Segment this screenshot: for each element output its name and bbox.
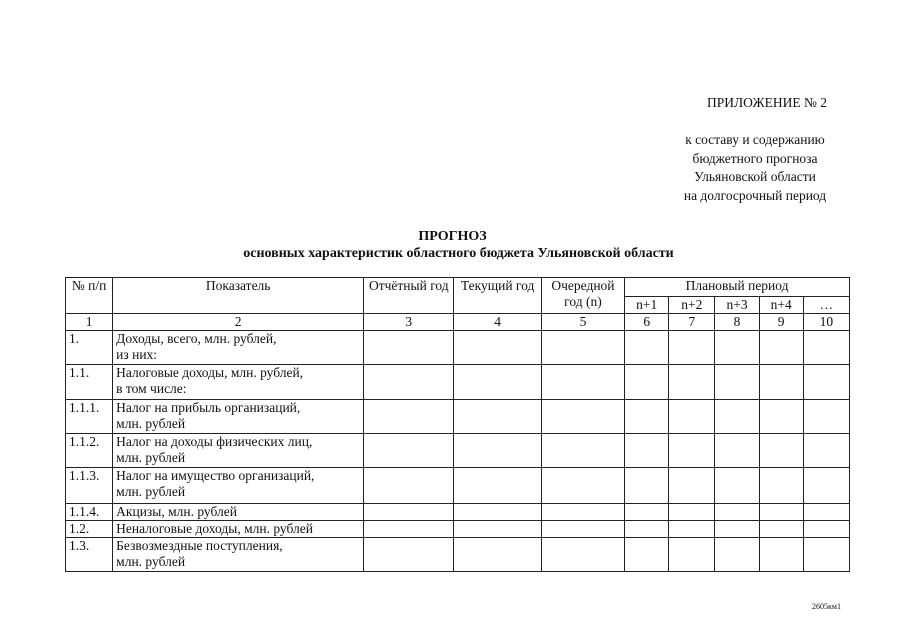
forecast-table [65, 277, 850, 572]
value-cell [364, 504, 454, 521]
table-row [66, 331, 850, 365]
document-subtitle: основных характеристик областного бюджета Ульяновской области [243, 246, 674, 261]
index-cell: 8 [715, 314, 759, 331]
value-cell [715, 504, 759, 521]
table-row [66, 521, 850, 538]
value-cell [364, 538, 454, 572]
row-label-line1: Безвозмездные поступления, [116, 538, 283, 553]
value-cell [759, 521, 803, 538]
value-cell [364, 434, 454, 468]
value-cell [625, 400, 669, 434]
header-num: № п/п [66, 278, 113, 314]
footer-code: 2605км1 [812, 602, 841, 611]
row-label-line2: млн. рублей [116, 416, 186, 431]
header-planned-period: Плановый период [625, 278, 850, 297]
row-num: 1. [66, 331, 113, 365]
value-cell [759, 434, 803, 468]
value-cell [715, 434, 759, 468]
row-label-line1: Неналоговые доходы, млн. рублей [116, 521, 313, 536]
value-cell [669, 468, 715, 504]
table-row [66, 468, 850, 504]
row-label-line1: Налог на доходы физических лиц, [116, 434, 313, 449]
appendix-line: Ульяновской области [694, 169, 816, 184]
value-cell [541, 504, 624, 521]
value-cell [541, 365, 624, 400]
value-cell [759, 538, 803, 572]
row-label-line2: из них: [116, 347, 158, 362]
value-cell [669, 400, 715, 434]
value-cell [715, 521, 759, 538]
value-cell [625, 365, 669, 400]
value-cell [541, 434, 624, 468]
value-cell [364, 365, 454, 400]
table-row [66, 504, 850, 521]
header-planned-n2: n+2 [669, 297, 715, 314]
value-cell [364, 331, 454, 365]
row-label [113, 400, 364, 434]
appendix-line: бюджетного прогноза [692, 150, 818, 166]
index-cell: 4 [454, 314, 541, 331]
row-label-line1: Налоговые доходы, млн. рублей, [116, 365, 304, 380]
value-cell [803, 434, 849, 468]
value-cell [454, 434, 541, 468]
value-cell [669, 538, 715, 572]
value-cell [669, 504, 715, 521]
row-num: 1.2. [66, 521, 113, 538]
row-label-line2: в том числе: [116, 381, 187, 396]
row-label-line1: Налог на прибыль организаций, [116, 400, 301, 415]
value-cell [759, 504, 803, 521]
header-planned-n3: n+3 [715, 297, 759, 314]
row-num: 1.1.4. [66, 504, 113, 521]
value-cell [803, 504, 849, 521]
header-next-year: Очередной год (n) [541, 278, 624, 314]
value-cell [715, 468, 759, 504]
index-row [66, 314, 850, 331]
index-cell: 9 [759, 314, 803, 331]
index-cell: 2 [113, 314, 364, 331]
value-cell [541, 400, 624, 434]
header-planned-n1: n+1 [625, 297, 669, 314]
row-num: 1.3. [66, 538, 113, 572]
table-row [66, 434, 850, 468]
value-cell [625, 468, 669, 504]
row-label [113, 331, 364, 365]
value-cell [541, 468, 624, 504]
row-label-line1: Акцизы, млн. рублей [116, 504, 237, 519]
row-label [113, 538, 364, 572]
value-cell [803, 538, 849, 572]
value-cell [454, 331, 541, 365]
row-label-line2: млн. рублей [116, 484, 186, 499]
value-cell [715, 331, 759, 365]
value-cell [454, 365, 541, 400]
row-label [113, 468, 364, 504]
header-current-year: Текущий год [454, 278, 541, 314]
value-cell [454, 521, 541, 538]
header-planned-n4: n+4 [759, 297, 803, 314]
value-cell [669, 521, 715, 538]
value-cell [669, 331, 715, 365]
value-cell [759, 468, 803, 504]
table-row [66, 365, 850, 400]
index-cell: 3 [364, 314, 454, 331]
row-label-line1: Доходы, всего, млн. рублей, [116, 331, 277, 346]
index-cell: 6 [625, 314, 669, 331]
value-cell [715, 538, 759, 572]
index-cell: 7 [669, 314, 715, 331]
value-cell [715, 400, 759, 434]
value-cell [625, 538, 669, 572]
row-num: 1.1. [66, 365, 113, 400]
value-cell [715, 365, 759, 400]
row-label-line2: млн. рублей [116, 554, 186, 569]
row-num: 1.1.2. [66, 434, 113, 468]
value-cell [454, 538, 541, 572]
row-label [113, 365, 364, 400]
value-cell [454, 400, 541, 434]
appendix-line: на долгосрочный период [683, 187, 827, 203]
value-cell [625, 331, 669, 365]
value-cell [803, 365, 849, 400]
header-indicator: Показатель [113, 278, 364, 314]
value-cell [625, 504, 669, 521]
value-cell [759, 365, 803, 400]
value-cell [669, 434, 715, 468]
value-cell [803, 331, 849, 365]
row-num: 1.1.1. [66, 400, 113, 434]
row-label-line1: Налог на имущество организаций, [116, 468, 315, 483]
row-num: 1.1.3. [66, 468, 113, 504]
header-reported-year: Отчётный год [364, 278, 454, 314]
value-cell [759, 331, 803, 365]
value-cell [759, 400, 803, 434]
document-heading [0, 228, 905, 262]
row-label [113, 504, 364, 521]
value-cell [454, 468, 541, 504]
value-cell [803, 468, 849, 504]
appendix-line: к составу и содержанию [685, 132, 825, 147]
index-cell: 10 [803, 314, 849, 331]
appendix-title: ПРИЛОЖЕНИЕ № 2 [706, 95, 827, 110]
table-row [66, 400, 850, 434]
index-cell: 5 [541, 314, 624, 331]
value-cell [364, 521, 454, 538]
value-cell [669, 365, 715, 400]
value-cell [625, 434, 669, 468]
table-row [66, 538, 850, 572]
value-cell [364, 400, 454, 434]
appendix-subtitle [640, 131, 870, 205]
value-cell [364, 468, 454, 504]
value-cell [541, 331, 624, 365]
row-label-line2: млн. рублей [116, 450, 186, 465]
value-cell [541, 538, 624, 572]
value-cell [803, 521, 849, 538]
value-cell [541, 521, 624, 538]
value-cell [454, 504, 541, 521]
row-label [113, 434, 364, 468]
document-title: ПРОГНОЗ [418, 229, 487, 244]
row-label [113, 521, 364, 538]
header-planned-more: … [803, 297, 849, 314]
index-cell: 1 [66, 314, 113, 331]
value-cell [803, 400, 849, 434]
value-cell [625, 521, 669, 538]
